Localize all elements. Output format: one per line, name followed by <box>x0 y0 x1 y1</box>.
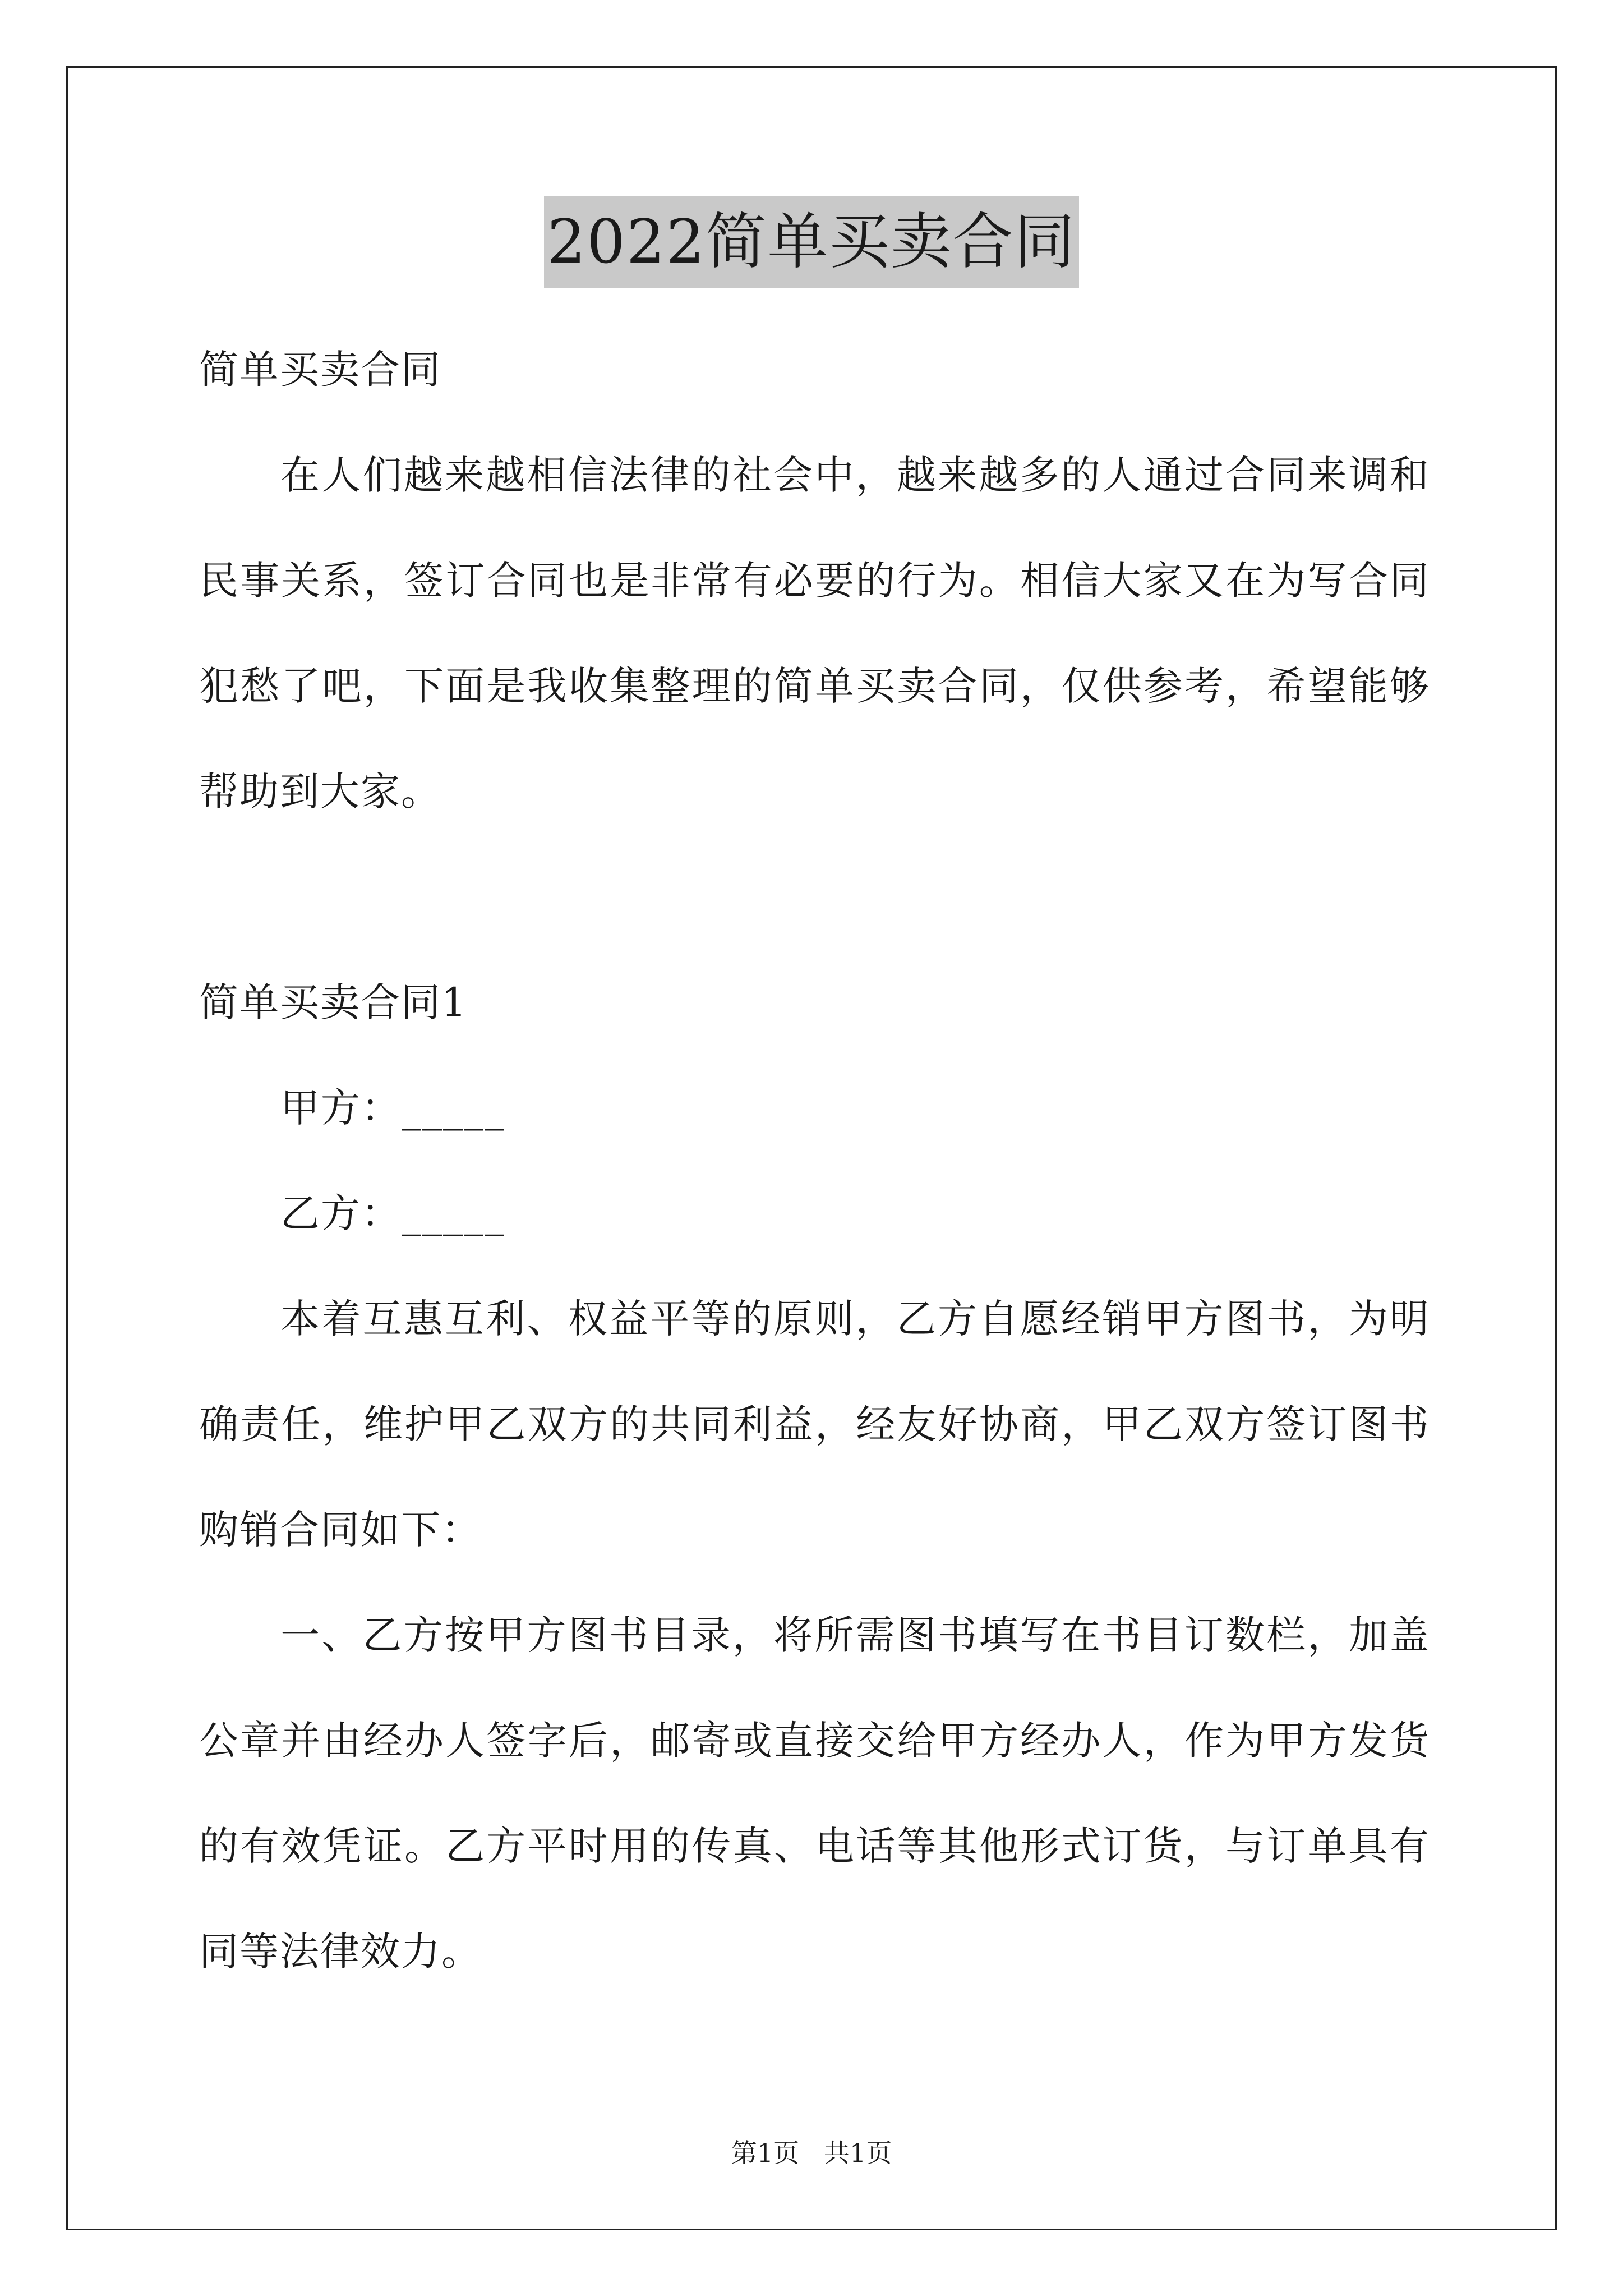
title-container <box>0 196 1623 288</box>
contract-preamble: 本着互惠互利、权益平等的原则，乙方自愿经销甲方图书，为明确责任，维护甲乙双方的共同利益，经友好协商，甲乙双方签订图书购销合同如下： <box>199 1296 1430 1553</box>
intro-paragraph: 在人们越来越相信法律的社会中，越来越多的人通过合同来调和民事关系，签订合同也是非常有必要的行为。相信大家又在为写合同犯愁了吧，下面是我收集整理的简单买卖合同，仅供参考，希望能够帮助到大家。 <box>199 452 1430 815</box>
section-title: 简单买卖合同1 <box>199 979 468 1025</box>
document-body <box>199 317 1430 2004</box>
clause-1: 一、乙方按甲方图书目录，将所需图书填写在书目订数栏，加盖公章并由经办人签字后，邮寄或直接交给甲方经办人，作为甲方发货的有效凭证。乙方平时用的传真、电话等其他形式订货，与订单具有同等法律效力。 <box>199 1612 1430 1975</box>
document-title: 2022简单买卖合同 <box>544 196 1080 288</box>
section-spacer <box>199 844 1430 950</box>
party-a-line: 甲方：_____ <box>280 1085 505 1131</box>
page-total: 共1页 <box>824 2138 892 2168</box>
party-b-line: 乙方：_____ <box>280 1190 505 1236</box>
document-subtitle: 简单买卖合同 <box>199 347 441 393</box>
page-footer <box>0 2136 1623 2170</box>
page-number: 第1页 <box>731 2138 799 2168</box>
